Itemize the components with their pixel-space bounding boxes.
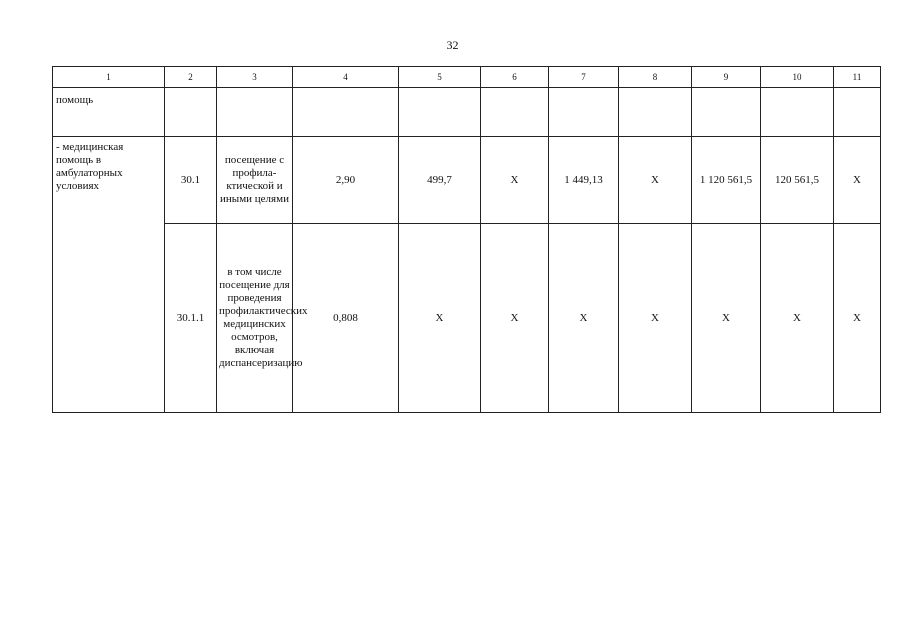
table-cell: 1 120 561,5 [692,137,761,224]
empty-cell [761,88,834,137]
header-cell: 4 [293,67,399,88]
empty-cell [834,88,881,137]
header-cell: 2 [165,67,217,88]
table-cell: X [619,224,692,413]
empty-cell [165,88,217,137]
header-cell: 5 [399,67,481,88]
table-cell: X [834,137,881,224]
data-table [52,66,881,413]
table-cell: X [692,224,761,413]
header-cell: 11 [834,67,881,88]
table-cell: X [399,224,481,413]
table-cell: 30.1 [165,137,217,224]
table-row [53,224,881,413]
table-row [53,88,881,137]
row-label-cell: помощь [53,88,165,137]
header-cell: 9 [692,67,761,88]
empty-cell [619,88,692,137]
header-cell: 7 [549,67,619,88]
table-cell: X [481,224,549,413]
header-cell: 6 [481,67,549,88]
header-cell: 10 [761,67,834,88]
empty-cell [692,88,761,137]
header-cell: 8 [619,67,692,88]
table-cell: 2,90 [293,137,399,224]
table-cell: в том числе посещение для проведения профилактических медицинских осмотров, включая диспансеризацию [217,224,293,413]
empty-cell [293,88,399,137]
table-cell: X [481,137,549,224]
table-cell: X [834,224,881,413]
header-cell: 3 [217,67,293,88]
empty-cell [481,88,549,137]
table-cell: 0,808 [293,224,399,413]
page-number: 32 [446,38,459,52]
row-label-cell: - медицинская помощь в амбулаторных условиях [53,137,165,413]
table-cell: X [549,224,619,413]
table-header-row [53,67,881,88]
table-cell: X [619,137,692,224]
empty-cell [217,88,293,137]
table-cell: 30.1.1 [165,224,217,413]
table-cell: 120 561,5 [761,137,834,224]
table-cell: посещение с профила-ктической и иными целями [217,137,293,224]
table-cell: 499,7 [399,137,481,224]
table-cell: 1 449,13 [549,137,619,224]
table-cell: X [761,224,834,413]
empty-cell [399,88,481,137]
empty-cell [549,88,619,137]
table-row [53,137,881,224]
header-cell: 1 [53,67,165,88]
